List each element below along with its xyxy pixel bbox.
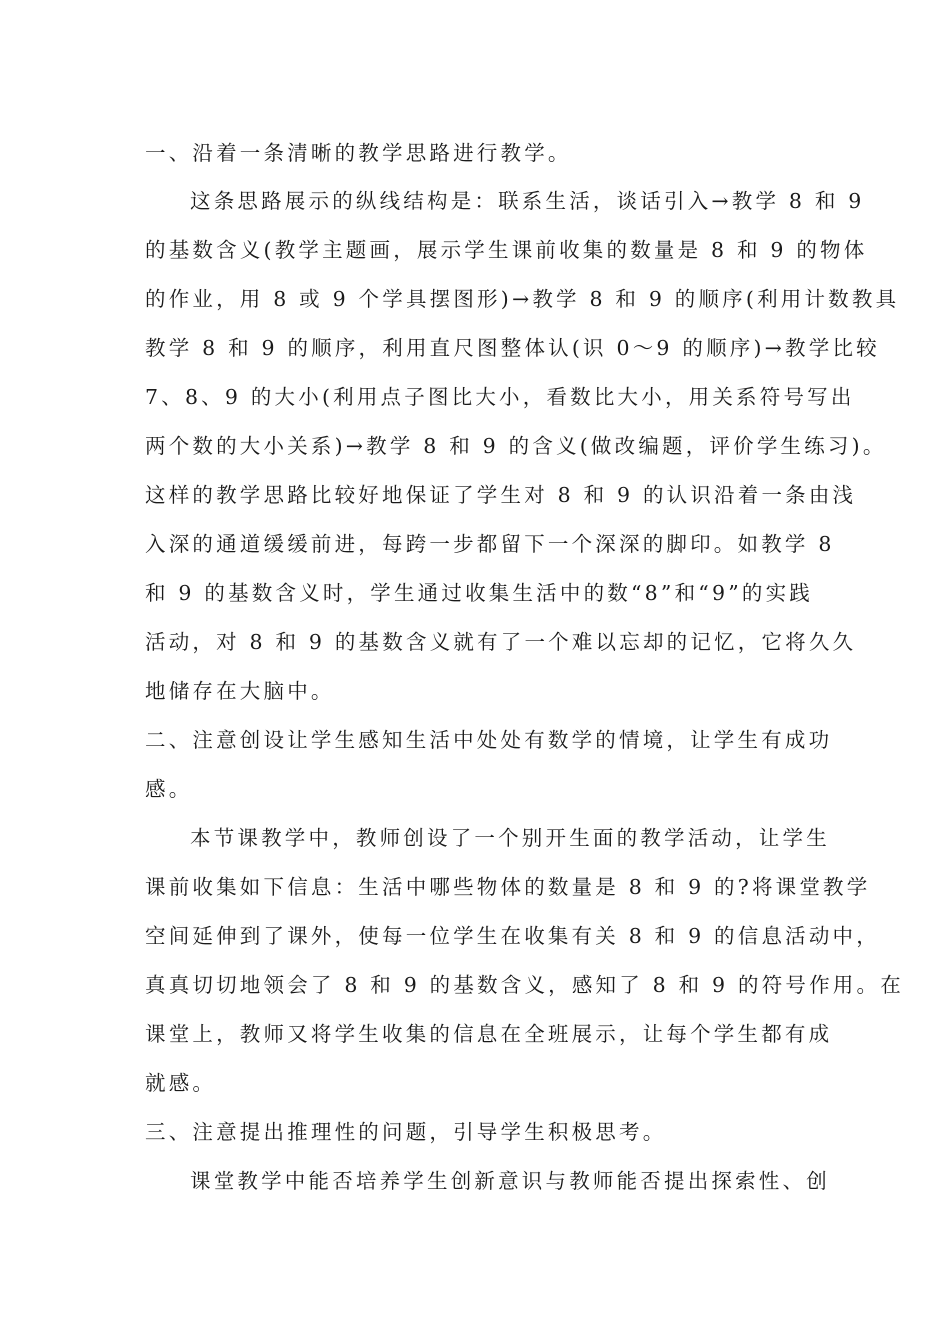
section-heading-1: 一、沿着一条清晰的教学思路进行教学。 <box>145 141 572 165</box>
paragraph-line: 课堂上，教师又将学生收集的信息在全班展示，让每个学生都有成 <box>145 1022 833 1046</box>
paragraph-line: 入深的通道缓缓前进，每跨一步都留下一个深深的脚印。如教学 8 <box>145 532 835 556</box>
section-heading-3: 三、注意提出推理性的问题，引导学生积极思考。 <box>145 1120 667 1144</box>
paragraph-line: 活动，对 8 和 9 的基数含义就有了一个难以忘却的记忆，它将久久 <box>145 630 857 654</box>
paragraph-line: 地储存在大脑中。 <box>145 679 335 703</box>
paragraph-line: 就感。 <box>145 1071 217 1095</box>
paragraph-line: 真真切切地领会了 8 和 9 的基数含义，感知了 8 和 9 的符号作用。在 <box>145 973 904 997</box>
paragraph-line: 空间延伸到了课外，使每一位学生在收集有关 8 和 9 的信息活动中， <box>145 924 880 948</box>
section-heading-2: 二、注意创设让学生感知生活中处处有数学的情境，让学生有成功 <box>145 728 833 752</box>
paragraph-line: 这条思路展示的纵线结构是：联系生活，谈话引入→教学 8 和 9 <box>190 189 865 213</box>
paragraph-line: 的基数含义(教学主题画，展示学生课前收集的数量是 8 和 9 的物体 <box>145 238 868 262</box>
paragraph-line: 课前收集如下信息：生活中哪些物体的数量是 8 和 9 的?将课堂教学 <box>145 875 871 899</box>
paragraph-line: 的作业，用 8 或 9 个学具摆图形)→教学 8 和 9 的顺序(利用计数教具 <box>145 287 900 311</box>
paragraph-line: 这样的教学思路比较好地保证了学生对 8 和 9 的认识沿着一条由浅 <box>145 483 857 507</box>
paragraph-line: 课堂教学中能否培养学生创新意识与教师能否提出探索性、创 <box>190 1169 830 1193</box>
paragraph-line: 教学 8 和 9 的顺序，利用直尺图整体认(识 0～9 的顺序)→教学比较 <box>145 336 880 360</box>
paragraph-line: 和 9 的基数含义时，学生通过收集生活中的数“8”和“9”的实践 <box>145 581 813 605</box>
paragraph-line: 7、8、9 的大小(利用点子图比大小，看数比大小，用关系符号写出 <box>145 385 855 409</box>
paragraph-line: 本节课教学中，教师创设了一个别开生面的教学活动，让学生 <box>190 826 830 850</box>
section-heading-2-continued: 感。 <box>145 777 193 801</box>
paragraph-line: 两个数的大小关系)→教学 8 和 9 的含义(做改编题，评价学生练习)。 <box>145 434 887 458</box>
